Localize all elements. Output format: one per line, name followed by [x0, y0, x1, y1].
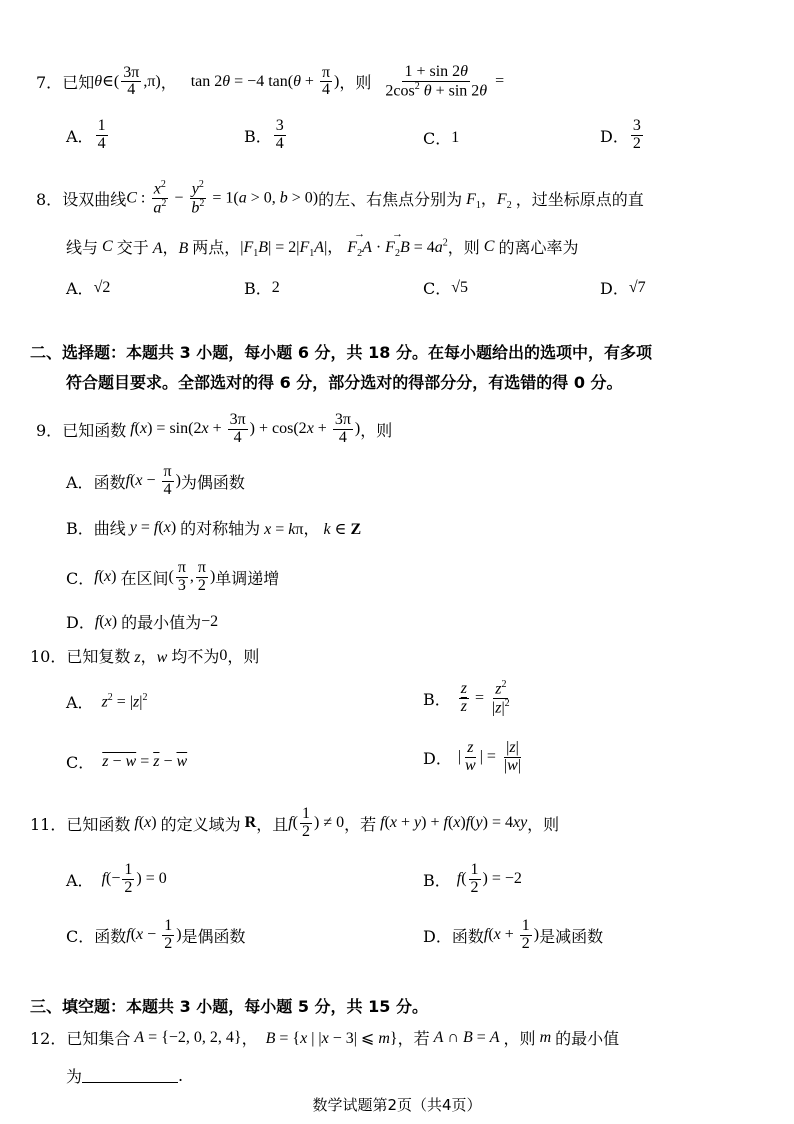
- q7-option-b-value: $\frac{3}{4}$: [275, 117, 284, 152]
- q11-formula-r: R: [244, 814, 257, 832]
- q12-formula-a: A = {−2, 0, 2, 4}: [134, 1028, 242, 1046]
- q11-option-d-text-a: 函数: [451, 926, 484, 946]
- q11-option-a-formula: f(− $\frac{1}{2}$ ) = 0: [101, 861, 167, 896]
- q10-option-d-formula: | $\frac{z}{w}$ | = $\frac{|z|}{|w|}$: [457, 739, 522, 774]
- q11-formula-eq: f(x + y) + f(x)f(y) = 4xy: [380, 814, 528, 832]
- q11-text-a: 已知函数: [66, 814, 131, 834]
- q9-option-c-formula-b: ( $\frac{\pi}{3}$ , $\frac{\pi}{2}$ ): [168, 559, 216, 594]
- q11-formula-nonzero: f( $\frac{1}{2}$ ) ≠ 0: [288, 805, 345, 840]
- q12-stem-line2: [66, 1064, 183, 1087]
- q11-option-d-text-b: 是减函数: [539, 926, 604, 946]
- q8-option-a-value: √2: [93, 278, 111, 296]
- page-footer: 数学试题第2页（共4页）: [312, 1096, 482, 1114]
- q8-option-d-label: D．: [600, 279, 629, 298]
- q9-option-d-formula-b: −2: [201, 612, 219, 630]
- q9-option-d[interactable]: [66, 610, 218, 633]
- q12-answer-blank[interactable]: [82, 1068, 178, 1083]
- q7-formula-range: θ∈( $\frac{3\pi}{4}$ ,π): [94, 63, 161, 99]
- q10-option-d[interactable]: [423, 740, 525, 775]
- q11-text-b: 的定义域为: [160, 814, 241, 834]
- q12-text-e: 的最小值: [555, 1029, 620, 1048]
- q7-formula-expr: $\frac{1 + \sin 2\theta}{2\cos^2 \theta + \sin 2\theta}$ =: [385, 63, 505, 100]
- q12-formula-b: B = {x | |x − 3| ⩽ m}: [265, 1029, 398, 1047]
- q9-option-b-text-b: 的对称轴为: [180, 519, 261, 538]
- q9-option-c[interactable]: [66, 560, 279, 595]
- q8-formula-ab: A，B: [152, 240, 189, 258]
- q8-formula-c2: C: [483, 237, 495, 255]
- q11-option-b-formula: f( $\frac{1}{2}$ ) = −2: [456, 861, 522, 896]
- q8-text-g: ，则: [447, 238, 480, 258]
- q11-option-b-label: B．: [423, 870, 451, 890]
- q8-option-b[interactable]: [244, 276, 280, 299]
- q9-option-b-label: B．: [66, 519, 94, 538]
- q8-text-f: 两点，: [192, 238, 241, 258]
- q11-option-c-label: C．: [66, 926, 95, 946]
- q10-formula-zw: z，w: [134, 649, 168, 666]
- q11-option-d-formula: f(x + $\frac{1}{2}$ ): [483, 917, 540, 952]
- q11-text-d: ，若: [344, 814, 377, 834]
- q9-option-c-label: C．: [66, 568, 95, 588]
- q7-option-d-label: D．: [600, 126, 629, 146]
- q9-option-b[interactable]: [66, 516, 361, 539]
- q8-stem-line1: [36, 180, 644, 217]
- q11-option-d[interactable]: [423, 918, 603, 953]
- q8-formula-f1: $F_1$，$F_2$: [466, 191, 512, 212]
- q10-option-a-label: A．: [66, 693, 94, 712]
- q9-option-b-formula-b: x = kπ， k ∈ Z: [264, 521, 362, 538]
- q9-formula: f(x) = sin(2x + $\frac{3\pi}{4}$ ) + cos(2x + $\frac{3\pi}{4}$ ): [130, 411, 361, 446]
- q9-number: 9．: [36, 420, 63, 440]
- q8-formula-c: C: [102, 237, 113, 255]
- q7-option-a-value: $\frac{1}{4}$: [97, 117, 106, 152]
- q7-option-b-label: B．: [244, 126, 272, 146]
- q10-option-a-formula: $z^2 = |z|^2$: [101, 691, 148, 711]
- q11-option-d-label: D．: [423, 926, 452, 946]
- q10-formula-zero: 0: [219, 646, 228, 664]
- q12-text-f: 为: [66, 1067, 83, 1086]
- q9-text-a: 已知函数: [62, 420, 127, 440]
- q11-option-c-text-b: 是偶函数: [181, 926, 246, 946]
- q10-option-a[interactable]: [66, 690, 147, 713]
- q12-formula-m: m: [539, 1028, 552, 1046]
- q10-text-c: ，则: [227, 647, 260, 666]
- q12-text-d: ，则: [503, 1029, 536, 1048]
- q11-option-c-formula: f(x − $\frac{1}{2}$ ): [126, 917, 182, 952]
- q12-text-b: ，: [241, 1029, 258, 1048]
- q10-option-c-label: C．: [66, 753, 95, 772]
- q8-option-a[interactable]: [66, 276, 110, 299]
- q12-formula-cap: A ∩ B = A: [433, 1028, 500, 1046]
- q10-option-b[interactable]: [423, 680, 514, 717]
- q8-option-c-label: C．: [423, 279, 452, 298]
- q10-option-b-formula: $\frac{z}{z}$ = $\frac{z^2}{|z|^2}$: [460, 679, 510, 717]
- q7-text-c: ，则: [339, 73, 372, 93]
- q8-option-d[interactable]: [600, 276, 646, 299]
- q7-option-d-value: $\frac{3}{2}$: [632, 117, 641, 152]
- q8-text-h: 的离心率为: [498, 238, 579, 258]
- q9-option-c-formula-a: f(x): [94, 568, 117, 586]
- q8-option-d-value: √7: [628, 278, 646, 296]
- q8-stem-line2: [66, 234, 578, 259]
- q9-text-b: ，则: [360, 420, 393, 440]
- q7-text-a: 已知: [62, 73, 95, 93]
- q8-option-a-label: A．: [66, 279, 94, 298]
- q11-number: 11．: [30, 814, 67, 834]
- q10-option-c[interactable]: [66, 750, 187, 773]
- q7-option-d[interactable]: [600, 118, 645, 153]
- q10-option-d-label: D．: [423, 748, 452, 768]
- q8-option-c-value: √5: [451, 278, 469, 296]
- q9-option-d-formula-a: f(x): [94, 612, 118, 630]
- q9-option-d-text-a: 的最小值为: [121, 613, 202, 632]
- q8-formula-hyperbola: C : $\frac{x^2}{a^2}$ − $\frac{y^2}{b^2}$ = 1(a > 0, b > 0): [126, 179, 319, 217]
- q7-option-c-value: 1: [451, 128, 460, 146]
- q9-option-c-text-a: 在区间: [120, 568, 169, 588]
- q11-option-c[interactable]: [66, 918, 246, 953]
- q11-text-e: ，则: [527, 814, 560, 834]
- q8-text-d: 线与: [66, 238, 99, 258]
- q11-stem: [30, 806, 559, 841]
- q9-option-c-text-b: 单调递增: [215, 568, 280, 588]
- q12-text-end: .: [178, 1066, 184, 1085]
- q9-option-d-label: D．: [66, 613, 95, 632]
- section2-heading-line1: 二、选择题：本题共 3 小题，每小题 6 分，共 18 分。在每小题给出的选项中，有多项: [30, 343, 652, 362]
- q7-option-b[interactable]: [244, 118, 288, 153]
- q8-number: 8．: [36, 190, 63, 210]
- q11-option-a-label: A．: [66, 870, 94, 890]
- q8-option-b-label: B．: [244, 279, 272, 298]
- q11-option-b[interactable]: [423, 862, 522, 897]
- q12-stem-line1: [30, 1026, 619, 1049]
- q9-option-a-text-b: 为偶函数: [180, 472, 245, 492]
- q11-option-c-text-a: 函数: [94, 926, 127, 946]
- q8-option-b-value: 2: [271, 278, 280, 296]
- q10-text-a: 已知复数: [66, 647, 131, 666]
- q11-text-c: ，且: [256, 814, 289, 834]
- q12-number: 12．: [30, 1029, 67, 1048]
- q9-option-b-formula-a: y = f(x): [129, 518, 177, 536]
- section3-heading: 三、填空题：本题共 3 小题，每小题 5 分，共 15 分。: [30, 997, 428, 1016]
- q10-option-b-label: B．: [423, 690, 451, 710]
- q7-stem: [36, 64, 504, 100]
- q8-formula-lengths: $|F_1B| = 2|F_1A|$， → $F_2A$ · → $F_2B = 4a^2$: [240, 234, 447, 259]
- q7-number: 7．: [36, 73, 63, 93]
- q7-formula-tan: tan 2θ = −4 tan(θ + $\frac{\pi}{4}$ ): [190, 63, 340, 99]
- q8-text-b: 的左、右焦点分别为: [318, 190, 463, 210]
- q9-option-a-label: A．: [66, 472, 94, 492]
- section2-heading-line2: 符合题目要求。全部选对的得 6 分，部分选对的得部分分，有选错的得 0 分。: [66, 373, 623, 392]
- q8-option-c[interactable]: [423, 276, 468, 299]
- q8-text-c: ，过坐标原点的直: [515, 190, 644, 210]
- q7-option-c[interactable]: [423, 126, 459, 149]
- q8-text-e: 交于: [116, 238, 149, 258]
- q10-option-c-formula: $z - w = \overline{z} - \overline{w}$: [102, 752, 188, 770]
- q10-text-b: 均不为: [171, 647, 220, 666]
- q12-text-a: 已知集合: [66, 1029, 131, 1048]
- q9-option-a[interactable]: [66, 464, 245, 499]
- q7-option-c-label: C．: [423, 129, 452, 148]
- q9-option-b-text-a: 曲线: [93, 519, 126, 538]
- q11-formula-f: f(x): [134, 814, 157, 832]
- q10-stem: [30, 644, 259, 667]
- q11-option-a[interactable]: [66, 862, 167, 897]
- q7-option-a[interactable]: [66, 118, 110, 153]
- q9-option-a-formula: f(x − $\frac{\pi}{4}$ ): [125, 463, 181, 498]
- q8-text-a: 设双曲线: [62, 190, 127, 210]
- q9-stem: [36, 412, 392, 447]
- q9-option-a-text-a: 函数: [93, 472, 126, 492]
- q7-text-b: ，: [160, 73, 177, 93]
- q12-text-c: ，若: [397, 1029, 430, 1048]
- q10-number: 10．: [30, 647, 67, 666]
- q7-option-a-label: A．: [66, 126, 94, 146]
